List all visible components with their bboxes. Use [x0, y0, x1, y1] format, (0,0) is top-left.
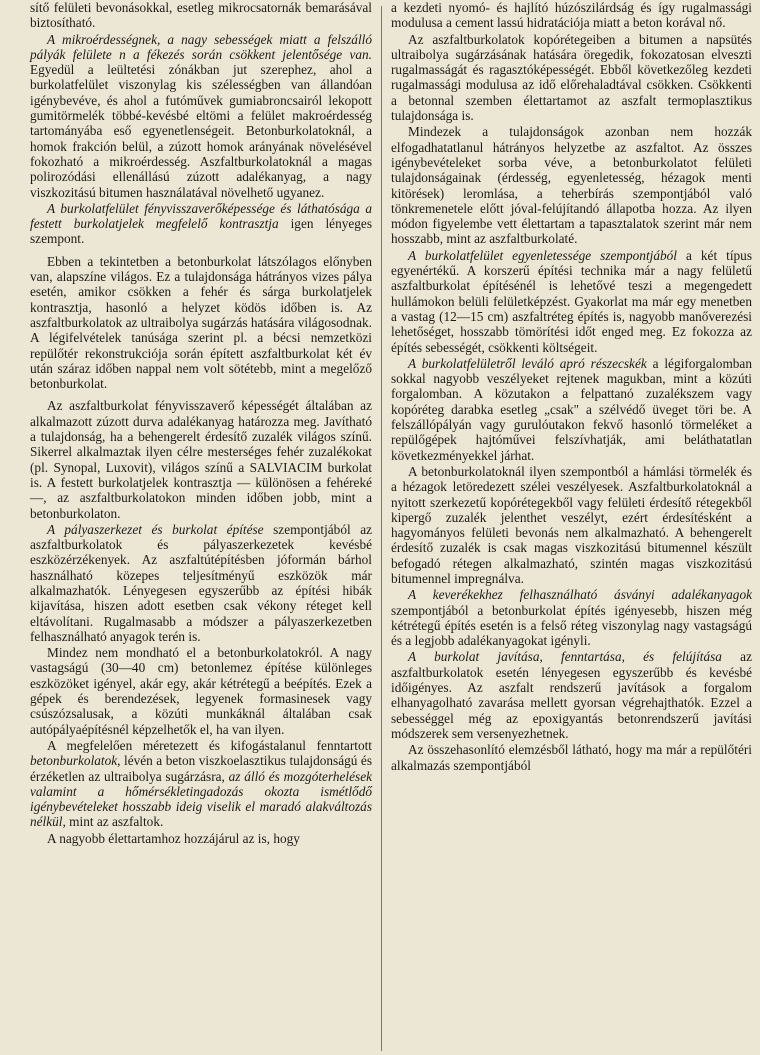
paragraph	[391, 649, 752, 741]
text-run: a légiforgalomban sokkal nagyobb veszélyeket rejtenek magukban, mint a közúti forgalomban. A közutakon a felpattanó zuzalékszem vagy kopóréteg darabka esetleg „csak" a szélvédő üveget töri be. A felszállópályán vagy gurulóutakon fekvő hasonló törmeléket a repülőgépek hajtóművei felszívhatják, ami beláthatatlan következményekkel járhat.	[391, 355, 752, 463]
text-run: Mindezek a tulajdonságok azonban nem hozzák elfogadhatatlanul hátrányos helyzetbe az aszfaltot. Az összes igénybevételeket sorba véve, a betonburkolatot felületi tulajdonságainak (érdesség, egyenletesség, hézagok menti kitörések) leromlása, a teherbírás szempontjából való tönkremenetele előtt jóval-felújítandó állapotba hozza. Az ilyen módon figyelembe vett élettartam a tapasztalatok szerint már nem hosszabb, mint az aszfaltburkolaté.	[391, 124, 752, 247]
paragraph	[30, 254, 372, 392]
italic-run: betonburkolatok	[30, 753, 118, 769]
paragraph	[391, 587, 752, 648]
paragraph	[30, 201, 372, 247]
paragraph	[30, 0, 372, 31]
text-run: Mindez nem mondható el a betonburkolatokról. A nagy vastagságú (30—40 cm) betonlemez építése különleges eszközöket igényel, akár egy, akár kétrétegű a beépítés. Ezek a gépek és berendezések, legyenek formasinesek vagy csúszózsalusak, a közúti munkáknál általában csak autópályaépítésnél képzelhetők el, ha van ilyen.	[30, 645, 372, 737]
paragraph	[391, 464, 752, 586]
left-column	[30, 0, 372, 847]
text-run: szempontjából a betonburkolat építés igényesebb, hiszen még kétrétegű építés esetén is a felső réteg viszonylag nagy vastagságú és a legjobb adalékanyagokat igényli.	[391, 602, 752, 649]
italic-run: A burkolatfelület egyenletessége szempontjából	[408, 247, 677, 263]
text-run: A betonburkolatoknál ilyen szempontból a hámlási törmelék és a hézagok letöredezett szélei veszélyesek. Aszfaltburkolatoknál a nyitott szerkezetű kopórétegekből vagy felületi érdesítő rétegekből kipergő zuzalék jelenthet veszélyt, ezért érdesítésként a hagyományos felületi bevonás nem alkalmazható. A behengerelt érdesítő zuzalék is csak magas viszkozitású bitumennel készült befogadó rétegen alkalmazható, szintén magas viszkozitású bitumennel impregnálva.	[391, 463, 752, 586]
text-run: Ebben a tekintetben a betonburkolat látszólagos előnyben van, alapszíne világos. Ez a tulajdonsága hátrányos vizes pálya esetén, amikor csökken a fehér és sárga burkolatjelek kontrasztja, hasonló a helyzet ködös időben is. Az aszfaltburkolatok az ultraibolya sugárzás hatására világosodnak. A légifelvételek tanúsága szerint pl. a bécsi nemzetközi repülőtér rekonstrukciója során épített aszfaltburkolat két év után száraz időben nappal nem volt sötétebb, mint a megelőző betonburkolat.	[30, 253, 372, 392]
text-run: a két típus egyenértékű. A korszerű építési technika már a nagy felületű aszfaltburkolat építésénél is lehetővé teszi a megengedett hullámokon belüli felületképzést. Gyakorlat ma már egy menetben a vastag (12—15 cm) aszfaltréteg építés is, nagyobb manőverezési lehetőséget, hosszabb tömörítési időt enged meg. Ez fokozza az építés sebességét, csökkenti költségeit.	[391, 247, 753, 355]
italic-run: A burkolatfelület fényvisszaverőképessége és láthatósága a festett burkolatjelek megfelelő kontrasztja	[30, 200, 372, 232]
paragraph	[391, 32, 752, 124]
text-run: szempontjából az aszfaltburkolatok és pályaszerkezetek kevésbé eszközérzékenyek. Az aszfaltútépítésben jóformán bárhol használható közepes teljesítményű eszközök már alkalmazhatók. Lényegesen egyszerűbb az építési hibák kijavítása, hiszen adott esetben csak vékony réteget kell eltávolítani. Rugalmasabb a módszer a pályaszerkezetben felhasználható anyagok terén is.	[30, 521, 372, 644]
paragraph	[30, 645, 372, 737]
italic-run: A burkolat javítása, fenntartása, és felújítása	[408, 649, 722, 665]
paragraph	[391, 124, 752, 246]
paragraph	[391, 0, 752, 31]
text-run: a kezdeti nyomó- és hajlító húzószilárdság és így rugalmassági modulusa a cement lassú hidratációja miatt a beton korával nő.	[391, 0, 752, 31]
paragraph	[391, 248, 752, 355]
paragraph	[391, 356, 752, 463]
text-run: A nagyobb élettartamhoz hozzájárul az is, hogy	[47, 830, 300, 846]
text-run: sítő felületi bevonásokkal, esetleg mikrocsatornák bemarásával biztosítható.	[30, 0, 372, 31]
italic-run: az álló és mozgóterhelések valamint a hőmérsékletingadozás okozta ismétlődő igénybevételeket hosszabb ideig viselik el maradó alakváltozás nélkül,	[30, 768, 373, 830]
text-run: igen lényeges szempont.	[30, 216, 373, 247]
text-run: Az aszfaltburkolatok kopórétegeiben a bitumen a napsütés ultraibolya sugárzásának hatására öregedik, fokozatosan elveszti rugalmasságát és ragasztóképességét. Ebből következőleg kezdeti rugalmassági modulusa az idő előrehaladtával csökken. Csökkenti a betonnal szemben élettartamot az aszfalt termoplasztikus tulajdonsága is.	[391, 31, 752, 124]
paragraph	[30, 32, 372, 200]
paragraph	[30, 522, 372, 644]
text-run: Az aszfaltburkolat fényvisszaverő képességét általában az alkalmazott zúzott durva adalékanyag határozza meg. Javítható a tulajdonság, ha a behengerelt érdesítő zuzalék világos színű. Sikerrel alkalmaztak ilyen célre mesterséges fehér zuzalékokat (pl. Synopal, Luxovit), világos színű a SALVIACIM burkolat is. A festett burkolatjelek kontrasztja — különösen a fehéreké —, az aszfaltburkolatokon minden időben jobb, mint a betonburkolaton.	[30, 398, 372, 521]
paragraph	[30, 398, 372, 520]
right-column	[391, 0, 752, 774]
text-run: mint az aszfaltok.	[65, 814, 164, 830]
paragraph	[30, 738, 372, 830]
italic-run: A pályaszerkezet és burkolat építése	[47, 521, 264, 537]
text-run: Egyedül a leültetési zónákban jut szerephez, ahol a burkolatfelület viszonylag kis szélességben van állandóan igénybevéve, és ahol a futóművek gumiabroncsairól lekopott gumitörmelék többé-kevésbé eltömi a felület makroérdesség tartományába eső egyenetlenségeit. Betonburkolatoknál, a homok frakción belül, a zúzott homok arányának növelésével fokozható a mikroérdesség. Aszfaltburkolatoknál a magas polirozódási ellenállású zúzott adalékanyag, a nagy viszkozitású bitumen használatával növelhető ugyanez.	[30, 62, 372, 200]
paragraph	[30, 831, 372, 846]
italic-run: A burkolatfelületről leváló apró részecskék	[408, 355, 647, 371]
column-divider	[381, 6, 382, 1051]
italic-run: A keverékekhez felhasználható ásványi adalékanyagok	[408, 587, 752, 603]
text-run: , lévén a beton viszkoelasztikus tulajdonságú és érzéketlen az ultraibolya sugárzásra,	[30, 753, 372, 784]
text-run: az aszfaltburkolatok esetén lényegesen egyszerűbb és kevésbé időigényes. Az aszfalt rendszerű javítások a forgalom elhanyagolható zavarása mellett gyorsan végrehajthatók. Ezzel a sebességgel még az epoxigyantás betonrendszerű javítási módszerek sem versenyezhetnek.	[391, 649, 752, 741]
text-run: A megfelelően méretezett és kifogástalanul fenntartott	[47, 737, 372, 753]
text-run: Az összehasonlító elemzésből látható, hogy ma már a repülőtéri alkalmazás szempontjából	[391, 742, 752, 773]
italic-run: A mikroérdességnek, a nagy sebességek miatt a felszálló pályák felülete n a fékezés során csökkent jelentősége van.	[30, 31, 372, 62]
paragraph	[391, 742, 752, 773]
